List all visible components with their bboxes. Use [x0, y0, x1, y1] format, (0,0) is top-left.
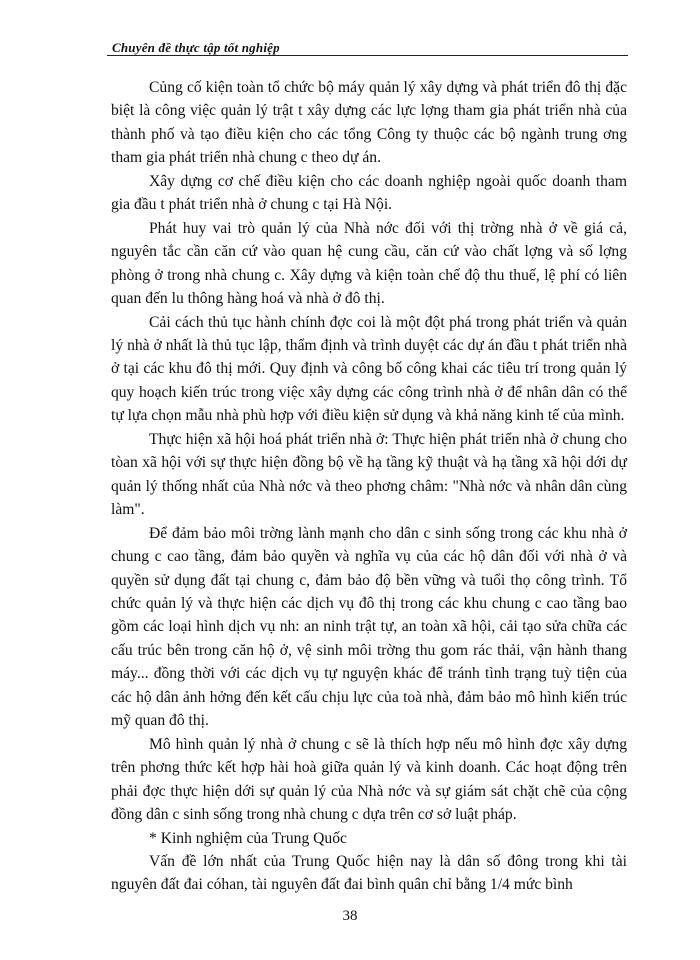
paragraph: Phát huy vai trò quản lý của Nhà nớc đối với thị trờng nhà ở về giá cả, nguyên tắc cần căn cứ vào quan hệ cung cầu, căn cứ vào chất lợng và số lợng phòng ở trong nhà chung c. Xây dựng và kiện toàn chế độ thu thuế, lệ phí có liên quan đến lu thông hàng hoá và nhà ở đô thị.: [111, 219, 627, 308]
paragraph: Thực hiện xã hội hoá phát triển nhà ở: Thực hiện phát triển nhà ở chung cho tòan xã hội với sự thực hiện đồng bộ về hạ tầng kỹ thuật và hạ tầng xã hội dới dự quản lý thống nhất của Nhà nớc và theo phơng châm: "Nhà nớc và nhân dân cùng làm".: [111, 430, 627, 519]
paragraph: Vấn đề lớn nhất của Trung Quốc hiện nay là dân số đông trong khi tài nguyên đất đai cóhan, tài nguyên đất đai bình quân chỉ bằng 1/4 mức bình: [111, 852, 627, 894]
running-header-title: Chuyên đề thực tập tốt nghiệp: [112, 40, 280, 55]
paragraph: Mô hình quản lý nhà ở chung c sẽ là thích hợp nếu mô hình đợc xây dựng trên phơng thức kết hợp hài hoà giữa quản lý và kinh doanh. Các hoạt động trên phải đợc thực hiện dới sự quản lý của Nhà nớc và sự giám sát chặt chẽ của cộng đồng dân c sinh sống trong nhà chung c dựa trên cơ sở luật pháp.: [111, 735, 627, 824]
page-number: 38: [342, 908, 358, 924]
paragraph: Cải cách thủ tục hành chính đợc coi là một đột phá trong phát triển và quản lý nhà ở nhất là thủ tục lập, thẩm định và trình duyệt các dự án đầu t phát triển nhà ở tại các khu đô thị mới. Quy định và công bố công khai các tiêu trí trong quản lý quy hoạch kiến trúc trong việc xây dựng các công trình nhà ở để nhân dân có thể tự lựa chọn mẫu nhà phù hợp với điều kiện sử dụng và khả năng kinh tế của mình.: [111, 313, 627, 425]
paragraph: Xây dựng cơ chế điều kiện cho các doanh nghiệp ngoài quốc doanh tham gia đầu t phát triển nhà ở chung c tại Hà Nội.: [111, 172, 627, 214]
section-heading: * Kinh nghiệm của Trung Quốc: [149, 829, 347, 847]
paragraph: Củng cố kiện toàn tổ chức bộ máy quản lý xây dựng và phát triển đô thị đặc biệt là công việc quản lý trật t xây dựng các lực lợng tham gia phát triển nhà của thành phố và tạo điều kiện cho các tổng Công ty thuộc các bộ ngành trung ơng tham gia phát triển nhà chung c theo dự án.: [111, 79, 627, 167]
header-divider: [107, 55, 628, 56]
body-text: [111, 76, 627, 897]
paragraph: Để đảm bảo môi trờng lành mạnh cho dân c sinh sống trong các khu nhà ở chung c cao tầng, đảm bảo quyền và nghĩa vụ của các hộ dân đối với nhà ở và quyền sử dụng đất tại chung c, đảm bảo độ bền vững và tuổi thọ công trình. Tổ chức quản lý và thực hiện các dịch vụ đô thị trong các khu chung c cao tầng bao gồm các loại hình dịch vụ nh: an ninh trật tự, an toàn xã hội, cải tạo sửa chữa các cấu trúc bên trong căn hộ ở, vệ sinh môi trờng thu gom rác thải, vận hành thang máy... đồng thời với các dịch vụ tự nguyện khác để tránh tình trạng tuỳ tiện của các hộ dân ảnh hởng đến kết cấu chịu lực của toà nhà, đảm bảo mô hình kiến trúc mỹ quan đô thị.: [111, 524, 627, 730]
